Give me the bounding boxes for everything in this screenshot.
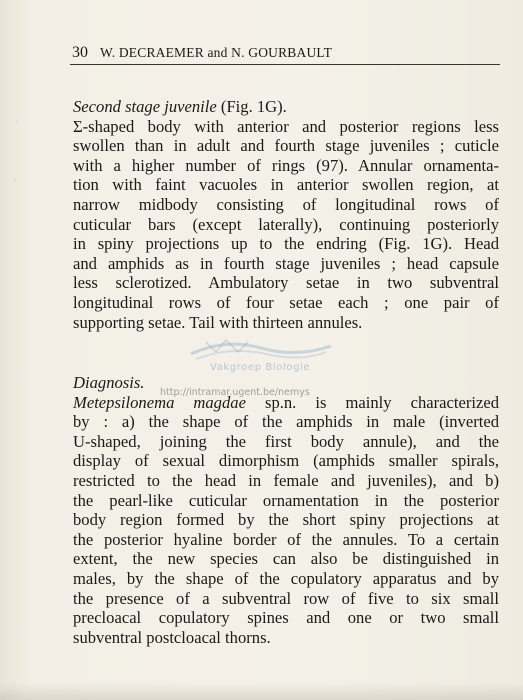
text-line: Σ-shaped body with anterior and posterior regions less xyxy=(73,116,499,136)
text-line: body region formed by the short spiny projections at xyxy=(73,510,499,530)
section-second-stage-juvenile xyxy=(73,97,499,332)
text-line: cuticular bars (except laterally), continuing posteriorly xyxy=(73,214,499,234)
text-line: restricted to the head in female and juveniles), and b) xyxy=(73,470,499,490)
text-line: U-shaped, joining the first body annule), and the xyxy=(73,431,499,451)
page-header xyxy=(72,44,500,66)
watermark-logo-icon xyxy=(186,334,336,362)
margin-marks: · · xyxy=(14,118,19,186)
section-heading xyxy=(73,97,499,117)
text-line: extent, the new species can also be distinguished in xyxy=(73,549,499,569)
text-line: the presence of a subventral row of five to six small xyxy=(73,588,499,608)
text-line: by : a) the shape of the amphids in male (inverted xyxy=(73,412,499,432)
text-line: narrow midbody consisting of longitudinal rows of xyxy=(73,194,499,214)
species-suffix: sp.n. is mainly characterized xyxy=(264,392,499,412)
text-line: display of sexual dimorphism (amphids smaller spirals, xyxy=(73,451,499,471)
text-line: the pearl-like cuticular ornamentation in the posterior xyxy=(73,490,499,510)
section-diagnosis xyxy=(73,373,499,647)
text-line: tion with faint vacuoles in anterior swollen region, at xyxy=(73,175,499,195)
text-line: supporting setae. Tail with thirteen annules. xyxy=(73,312,363,332)
section-heading-title: Diagnosis. xyxy=(73,373,145,392)
text-line: the posterior hyaline border of the annules. To a certain xyxy=(73,529,499,549)
page-bottom-edge xyxy=(0,682,523,700)
section-heading-title: Second stage juvenile xyxy=(73,97,217,116)
text-line: with a higher number of rings (97). Annular ornamenta- xyxy=(73,155,499,175)
running-head: W. DECRAEMER and N. GOURBAULT xyxy=(100,45,333,60)
watermark-label: Vakgroep Biologie xyxy=(210,362,311,373)
watermark-url: http://intramar.ugent.be/nemys xyxy=(160,387,310,398)
text-line: males, by the shape of the copulatory apparatus and by xyxy=(73,568,499,588)
text-line: in spiny projections up to the endring (Fig. 1G). Head xyxy=(73,234,499,254)
text-line: subventral postcloacal thorns. xyxy=(73,627,271,647)
text-line: and amphids as in fourth stage juveniles ; head capsule xyxy=(73,253,499,273)
text-line: swollen than in adult and fourth stage juveniles ; cuticle xyxy=(73,136,499,156)
section-heading-ref: (Fig. 1G). xyxy=(220,97,287,116)
text-line: precloacal copulatory spines and one or two small xyxy=(73,608,499,628)
text-line: less sclerotized. Ambulatory setae in two subventral xyxy=(73,273,499,293)
species-name: Metepsilonema magdae xyxy=(73,392,246,412)
header-rule xyxy=(70,64,500,65)
page-number: 30 xyxy=(72,44,88,61)
text-line: longitudinal rows of four setae each ; one pair of xyxy=(73,292,499,312)
